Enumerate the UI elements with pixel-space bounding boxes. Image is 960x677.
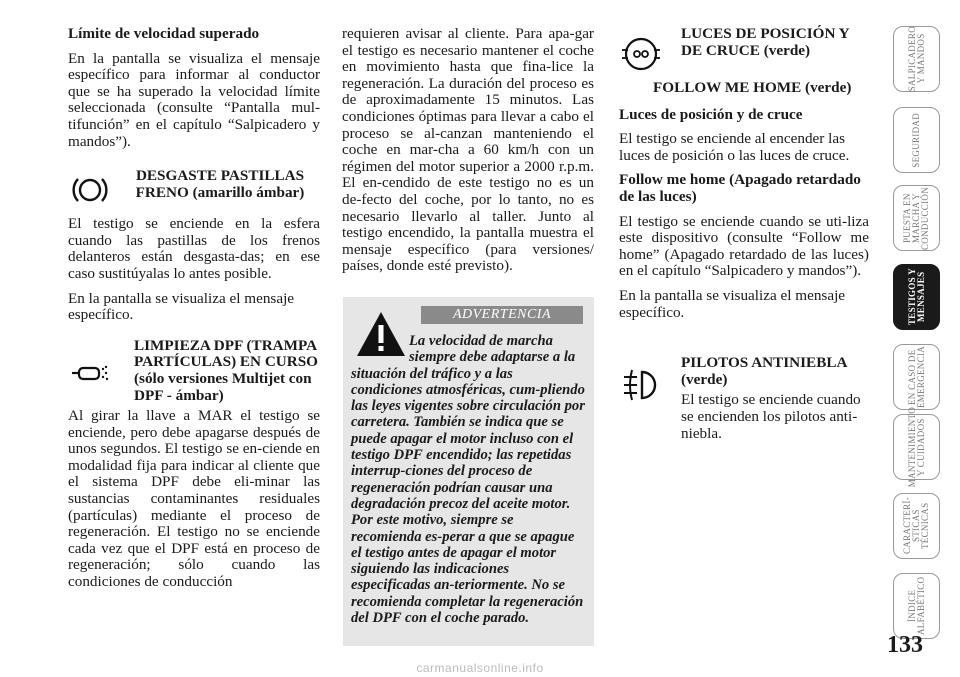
- followme-text-2: En la pantalla se visualiza el mensaje específico.: [619, 286, 846, 321]
- dpf-block: [68, 338, 320, 404]
- followme-text: El testigo se enciende cuando se uti-liza este dispositivo (consulte “Follow me home” (Apagado retardado de las luces) en el capítulo “Salpicadero y mandos”).: [619, 212, 869, 280]
- tab-4[interactable]: [893, 264, 940, 330]
- dpf-title: LIMPIEZA DPF (TRAMPA PARTÍCULAS) EN CURSO (sólo versiones Multijet con DPF - ámbar): [134, 336, 318, 404]
- tab-8[interactable]: [893, 573, 940, 639]
- tab-label: TESTIGOS Y MENSAJES: [906, 268, 926, 326]
- brake-pads-icon: [68, 168, 112, 212]
- column-1: [68, 26, 320, 599]
- followme-title: FOLLOW ME HOME (verde): [653, 79, 852, 96]
- tab-label: SALPICADERO Y MANDOS: [906, 26, 926, 92]
- tab-6[interactable]: [893, 406, 940, 488]
- tab-2[interactable]: [893, 107, 940, 173]
- tab-1[interactable]: [893, 26, 940, 92]
- column-3: [619, 26, 869, 446]
- watermark: carmanualsonline.info: [416, 661, 544, 675]
- fog-text: El testigo se enciende cuando se encienden los pilotos anti-niebla.: [681, 391, 861, 442]
- speed-limit-text: En la pantalla se visualiza el mensaje específico para informar al conductor que se ha superado la velocidad límite seleccionada (consulte “Pantalla mul-tifunción” en el capítulo “Salpicadero y mandos”).: [68, 49, 320, 150]
- tab-5[interactable]: [893, 344, 940, 410]
- headlights-icon: [619, 32, 663, 76]
- page-number: 133: [887, 632, 923, 658]
- tab-label: PUESTA EN MARCHA Y CONDUCCIÓN: [902, 186, 930, 250]
- dpf-icon: [68, 352, 112, 396]
- warning-box: [343, 297, 594, 646]
- tab-3[interactable]: [893, 185, 940, 251]
- lights-title: LUCES DE POSICIÓN Y DE CRUCE (verde): [681, 25, 850, 59]
- tab-label: CARACTERÍ-STICAS TÉCNICAS: [902, 497, 930, 555]
- tab-label: EN CASO DE EMERGENCIA: [906, 346, 926, 408]
- brake-pads-text-2: En la pantalla se visualiza el mensaje específico.: [68, 289, 295, 324]
- tab-label: SEGURIDAD: [911, 112, 921, 168]
- tab-7[interactable]: [893, 493, 940, 559]
- heading-lights: Luces de posición y de cruce: [619, 105, 803, 123]
- column-2: [342, 26, 594, 283]
- heading-speed-limit: Límite de velocidad superado: [68, 25, 260, 42]
- brake-pads-title: DESGASTE PASTILLAS FRENO (amarillo ámbar): [135, 167, 305, 201]
- tab-label: ÍNDICE ALFABÉTICO: [906, 576, 926, 636]
- fog-light-icon: [619, 363, 663, 407]
- tab-label: MANTENIMIENTO Y CUIDADOS: [906, 406, 926, 488]
- brake-pads-block: [68, 168, 320, 212]
- heading-followme: Follow me home (Apagado retardado de las luces): [619, 171, 861, 205]
- fog-title: PILOTOS ANTINIEBLA (verde): [681, 354, 847, 388]
- lights-text: El testigo se enciende al encender las luces de posición o las luces de cruce.: [619, 130, 850, 164]
- fog-block: [619, 355, 869, 442]
- dpf-text-continued: requieren avisar al cliente. Para apa-gar el testigo es necesario mantener el coche en movimiento hasta que fina-lice la regeneración. La duración del proceso es de aproximadamente 15 minutos. Las condiciones óptimas para llevar a cabo el proceso se al-canzan manteniendo el coche en mar-cha a 60 km/h con un régimen del motor superior a 2000 r.p.m. El en-cendido de este testigo no es un de-fecto del coche, por lo tanto, no es necesario llevarlo al taller. Junto al testigo encendido, la pantalla muestra el mensaje específico (para versiones/ países, donde esté previsto).: [342, 25, 594, 275]
- lights-block: [619, 26, 869, 76]
- brake-pads-text: El testigo se enciende en la esfera cuando las pastillas de los frenos delanteros están desgasta-das; en ese caso sustitúyalas lo antes posible.: [68, 215, 320, 282]
- dpf-text: Al girar la llave a MAR el testigo se enciende, pero debe apagarse después de unos segundos. El testigo se en-ciende en modalidad fija para indicar al cliente que el sistema DPF debe eli-minar las sustancias contaminantes residuales (partículas) mediante el proceso de regeneración. El testigo no se enciende cada vez que el DPF está en proceso de regeneración; sólo cuando las condiciones de conducción: [68, 407, 320, 591]
- warning-label: ADVERTENCIA: [421, 306, 583, 324]
- warning-text: La velocidad de marcha siempre debe adaptarse a la situación del tráfico y a las condiciones atmosféricas, cum-pliendo las leyes vigentes sobre circulación por carretera. También se indica que se puede apagar el motor incluso con el testigo DPF encendido; las repetidas interrup-ciones del proceso de regeneración podrían causar una degradación precoz del aceite motor. Por este motivo, siempre se recomienda es-perar a que se apague el testigo antes de apagar el motor siguiendo las indicaciones especificadas an-teriormente. No se recomienda completar la regeneración del DPF con el coche parado.: [351, 333, 585, 627]
